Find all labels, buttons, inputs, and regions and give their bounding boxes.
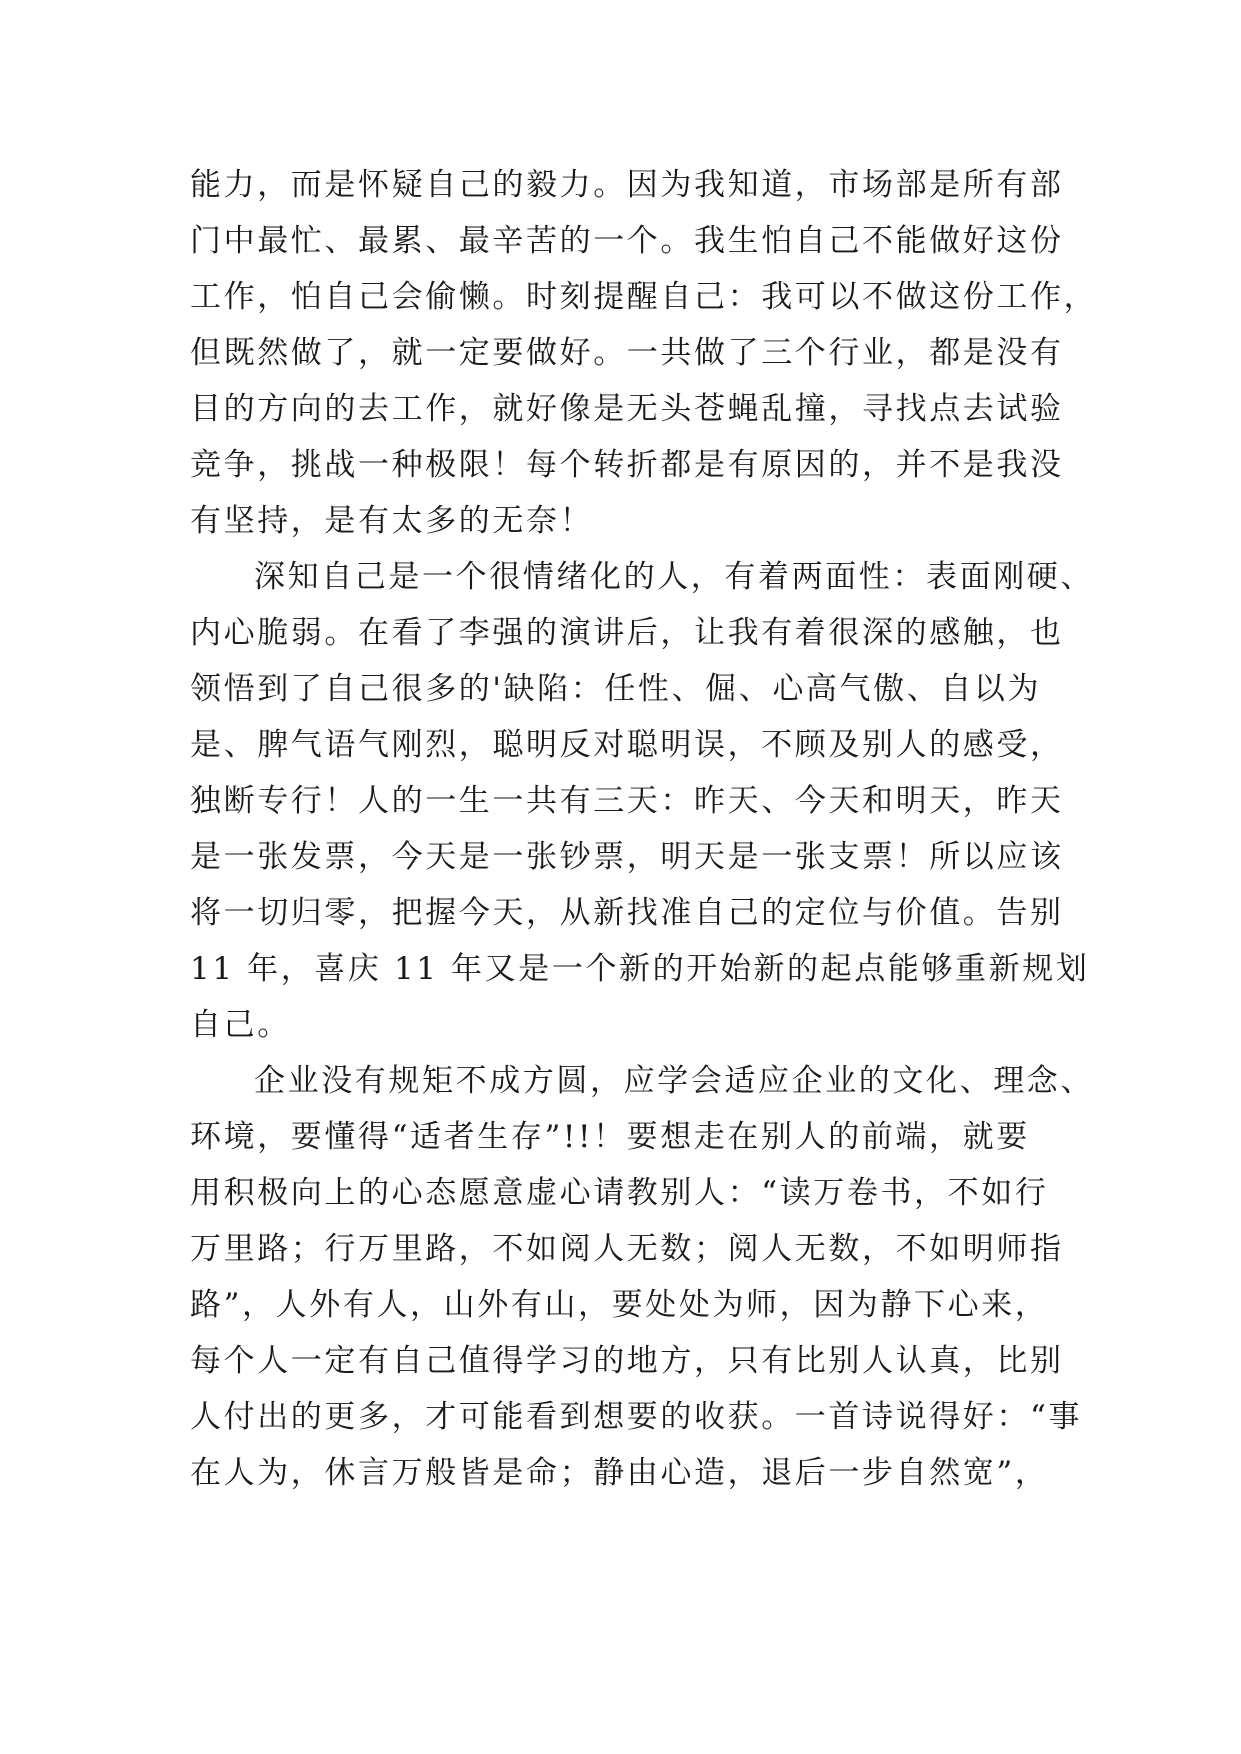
- text-line: 竞争，挑战一种极限！每个转折都是有原因的，并不是我没: [190, 447, 1064, 483]
- text-line: 是一张发票，今天是一张钞票，明天是一张支票！所以应该: [190, 839, 1064, 875]
- text-line: 有坚持，是有太多的无奈！: [190, 503, 594, 539]
- text-line: 11 年，喜庆 11 年又是一个新的开始新的起点能够重新规划: [190, 951, 1090, 987]
- text-line: 人付出的更多，才可能看到想要的收获。一首诗说得好：“事: [190, 1399, 1083, 1435]
- text-line: 企业没有规矩不成方圆，应学会适应企业的文化、理念、: [254, 1063, 1094, 1099]
- text-line: 每个人一定有自己值得学习的地方，只有比别人认真，比别: [190, 1343, 1064, 1379]
- text-line: 能力，而是怀疑自己的毅力。因为我知道，市场部是所有部: [190, 167, 1064, 203]
- text-line: 独断专行！人的一生一共有三天：昨天、今天和明天，昨天: [190, 783, 1064, 819]
- text-line: 自己。: [190, 1007, 291, 1043]
- text-line: 内心脆弱。在看了李强的演讲后，让我有着很深的感触，也: [190, 615, 1064, 651]
- text-line: 路”，人外有人，山外有山，要处处为师，因为静下心来，: [190, 1287, 1049, 1323]
- text-line: 是、脾气语气刚烈，聪明反对聪明误，不顾及别人的感受，: [190, 727, 1064, 763]
- text-line: 环境，要懂得“适者生存”!!！要想走在别人的前端，就要: [190, 1119, 1030, 1155]
- text-line: 在人为，休言万般皆是命；静由心造，退后一步自然宽”，: [190, 1455, 1049, 1491]
- text-line: 用积极向上的心态愿意虚心请教别人：“读万卷书，不如行: [190, 1175, 1049, 1211]
- document-body: [190, 157, 1098, 1501]
- text-line: 门中最忙、最累、最辛苦的一个。我生怕自己不能做好这份: [190, 223, 1064, 259]
- text-line: 万里路；行万里路，不如阅人无数；阅人无数，不如明师指: [190, 1231, 1064, 1267]
- text-line: 但既然做了，就一定要做好。一共做了三个行业，都是没有: [190, 335, 1064, 371]
- text-line: 工作，怕自己会偷懒。时刻提醒自己：我可以不做这份工作，: [190, 279, 1098, 315]
- text-line: 领悟到了自己很多的'缺陷：任性、倔、心高气傲、自以为: [190, 671, 1042, 707]
- text-line: 深知自己是一个很情绪化的人，有着两面性：表面刚硬、: [254, 559, 1094, 595]
- text-line: 将一切归零，把握今天，从新找准自己的定位与价值。告别: [190, 895, 1064, 931]
- text-line: 目的方向的去工作，就好像是无头苍蝇乱撞，寻找点去试验: [190, 391, 1064, 427]
